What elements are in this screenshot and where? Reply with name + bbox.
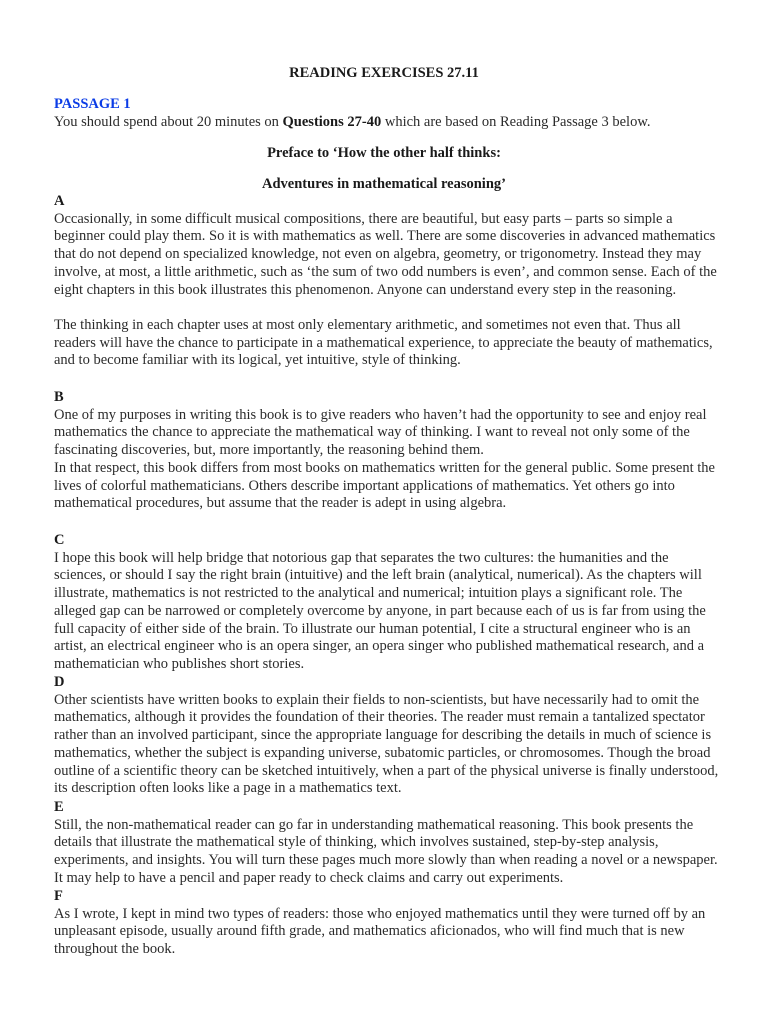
section-a <box>54 193 722 370</box>
section-e <box>54 799 722 888</box>
document-title: READING EXERCISES 27.11 <box>289 65 479 81</box>
section-paragraph: One of my purposes in writing this book is to give readers who haven’t had the opportunity to see and enjoy real mathematics the chance to appreciate the mathematical way of thinking. I want to reveal not only some of the fascinating discoveries, but, more importantly, the reasoning behind them. <box>54 406 707 459</box>
section-paragraph: As I wrote, I kept in mind two types of readers: those who enjoyed mathematics until they were turned off by an unpleasant episode, usually around fifth grade, and mathematics aficionados, who will find much that is new throughout the book. <box>54 905 706 958</box>
passage-heading: PASSAGE 1 <box>54 96 131 112</box>
section-paragraph: I hope this book will help bridge that notorious gap that separates the two cultures: the humanities and the sciences, or should I say the right brain (intuitive) and the left brain (analytical, numerical). As the chapters will illustrate, mathematics is not restricted to the analytical and numerical; intuition plays a significant role. The alleged gap can be narrowed or completely overcome by anyone, in part because each of us is far from using the full capacity of either side of the brain. To illustrate our human potential, I cite a structural engineer who is an artist, an electrical engineer who is an opera singer, an opera singer who published mathematical research, and a mathematician who publishes short stories. <box>54 549 706 672</box>
preface-title-line-2: Adventures in mathematical reasoning’ <box>262 176 506 192</box>
instructions-questions: Questions 27-40 <box>282 114 382 130</box>
section-paragraph: In that respect, this book differs from most books on mathematics written for the general public. Some present the lives of colorful mathematicians. Others describe important applications of mathematics. Yet others go into mathematical procedures, but assume that the reader is adept in using algebra. <box>54 459 715 512</box>
instructions-text: You should spend about 20 minutes on <box>54 114 283 130</box>
instructions <box>54 113 734 131</box>
section-f <box>54 888 722 959</box>
section-d <box>54 674 722 798</box>
preface-title-line-1: Preface to ‘How the other half thinks: <box>267 145 501 161</box>
section-paragraph: Occasionally, in some difficult musical compositions, there are beautiful, but easy parts – parts so simple a beginner could play them. So it is with mathematics as well. There are some discoveries in advanced mathematics that do not depend on specialized knowledge, not even on algebra, geometry, or trigonometry. Instead they may involve, at most, a little arithmetic, such as ‘the sum of two odd numbers is even’, and common sense. Each of the eight chapters in this book illustrates this phenomenon. Anyone can understand every step in the reasoning. <box>54 210 717 298</box>
section-letter: F <box>54 888 63 904</box>
section-letter: E <box>54 799 64 815</box>
section-letter: A <box>54 193 65 209</box>
instructions-text-end: which are based on Reading Passage 3 below. <box>381 114 651 130</box>
section-letter: D <box>54 674 65 690</box>
section-letter: B <box>54 389 64 405</box>
section-paragraph: The thinking in each chapter uses at most only elementary arithmetic, and sometimes not even that. Thus all readers will have the chance to participate in a mathematical experience, to appreciate the beauty of mathematics, and to become familiar with its logical, yet intuitive, style of thinking. <box>54 316 713 369</box>
section-letter: C <box>54 532 65 548</box>
section-c <box>54 532 722 674</box>
section-b <box>54 389 722 513</box>
section-paragraph: Still, the non-mathematical reader can go far in understanding mathematical reasoning. This book presents the details that illustrate the mathematical style of thinking, which involves sustained, step-by-step analysis, experiments, and insights. You will turn these pages much more slowly than when reading a novel or a newspaper. It may help to have a pencil and paper ready to check claims and carry out experiments. <box>54 816 718 886</box>
section-paragraph: Other scientists have written books to explain their fields to non-scientists, but have necessarily had to omit the mathematics, although it provides the foundation of their theories. The reader must remain a tantalized spectator rather than an involved participant, since the appropriate language for describing the details in much of science is mathematics, whether the subject is expanding universe, subatomic particles, or chromosomes. Though the broad outline of a scientific theory can be sketched intuitively, when a part of the physical universe is finally understood, its description often looks like a page in a mathematics text. <box>54 691 719 797</box>
